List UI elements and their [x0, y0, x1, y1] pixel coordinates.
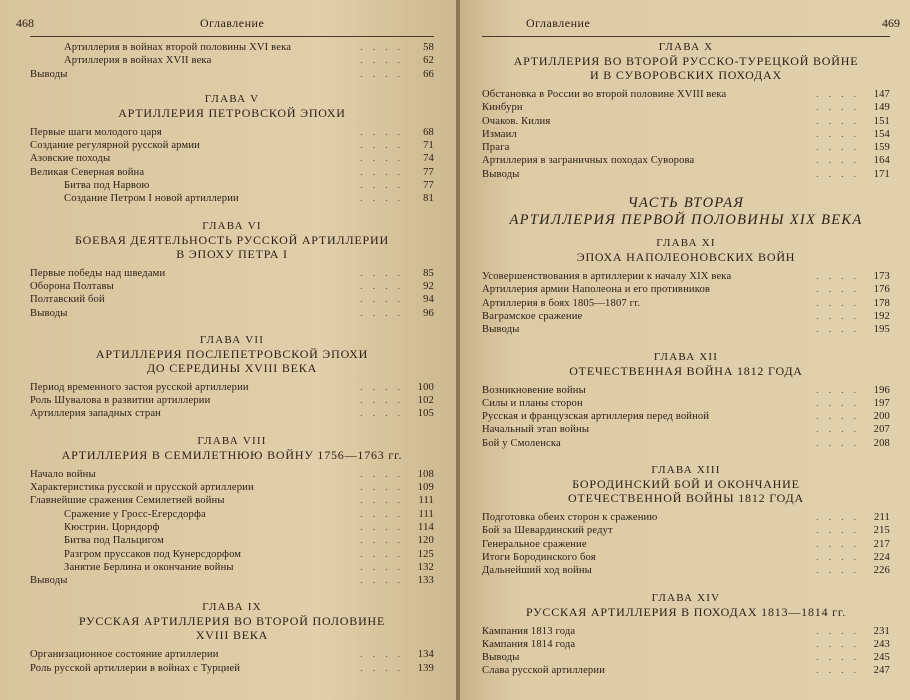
toc-entry-page: 195 [873, 324, 890, 336]
toc-entry-page: 134 [417, 649, 434, 661]
chapter-14-title: РУССКАЯ АРТИЛЛЕРИЯ В ПОХОДАХ 1813—1814 гг. [525, 604, 847, 619]
toc-leader-dots: . . . . [360, 166, 404, 177]
toc-entry-title: Занятие Берлина и окончание войны [64, 561, 234, 573]
toc-entry-page: 85 [423, 267, 434, 279]
toc-leader-dots: . . . . [360, 662, 404, 673]
toc-entry [30, 293, 434, 306]
toc-entry [482, 410, 890, 423]
toc-entry [482, 297, 890, 310]
chapter-5-entries [30, 126, 434, 206]
toc-leader-dots: . . . . [360, 561, 404, 572]
toc-leader-dots: . . . . [360, 42, 404, 52]
toc-entry-page: 58 [423, 42, 434, 53]
toc-leader-dots: . . . . [360, 575, 404, 586]
chapter-9-title-line1: РУССКАЯ АРТИЛЛЕРИЯ ВО ВТОРОЙ ПОЛОВИНЕ [78, 614, 386, 629]
toc-entry [30, 166, 434, 179]
toc-entry-title: Первые победы над шведами [30, 267, 166, 279]
toc-entry-page: 247 [873, 665, 890, 677]
toc-entry-title: Роль Шувалова в развитии артиллерии [30, 395, 211, 407]
toc-entry-page: 114 [418, 521, 434, 533]
toc-leader-dots: . . . . [816, 665, 860, 676]
toc-entry-title: Силы и планы сторон [482, 397, 583, 409]
toc-entry-title: Кампания 1813 года [482, 625, 576, 637]
toc-entry [482, 115, 890, 128]
toc-leader-dots: . . . . [360, 381, 404, 392]
right-running-title: Оглавление [526, 16, 591, 30]
toc-entry-page: 147 [873, 89, 890, 100]
chapter-5-title: АРТИЛЛЕРИЯ ПЕТРОВСКОЙ ЭПОХИ [118, 105, 346, 120]
toc-entry-title: Начальный этап войны [482, 424, 590, 436]
toc-entry-page: 71 [423, 140, 434, 152]
toc-entry-page: 208 [873, 437, 890, 449]
toc-entry-title: Выводы [482, 168, 520, 180]
chapter-14-label: ГЛАВА XIV [651, 591, 721, 604]
toc-leader-dots: . . . . [816, 115, 860, 126]
part-two-title: АРТИЛЛЕРИЯ ПЕРВОЙ ПОЛОВИНЫ XIX ВЕКА [509, 212, 863, 229]
toc-entry-page: 154 [873, 128, 890, 140]
toc-entry-page: 111 [418, 508, 434, 520]
chapter-13-label: ГЛАВА XIII [651, 464, 721, 477]
toc-leader-dots: . . . . [816, 89, 860, 99]
toc-leader-dots: . . . . [360, 267, 404, 278]
toc-entry [482, 270, 890, 283]
chapter-7-label: ГЛАВА VII [199, 333, 265, 346]
toc-entry-page: 77 [423, 166, 434, 178]
toc-entry-page: 151 [873, 115, 890, 127]
toc-entry-title: Выводы [482, 652, 520, 664]
toc-entry-title: Кинбурн [482, 102, 523, 114]
toc-entry [30, 662, 434, 675]
toc-entry-title: Возникновение войны [482, 384, 586, 396]
toc-entry [30, 126, 434, 139]
toc-entry [30, 192, 434, 205]
toc-entry-page: 108 [417, 468, 434, 480]
toc-entry-page: 207 [873, 424, 890, 436]
chapter-6-entries [30, 267, 434, 320]
toc-leader-dots: . . . . [816, 411, 860, 422]
chapter-6-label: ГЛАВА VI [202, 219, 262, 232]
toc-leader-dots: . . . . [816, 525, 860, 536]
toc-entry-page: 105 [417, 408, 434, 420]
toc-entry [482, 283, 890, 296]
toc-entry-title: Период временного застоя русской артиллерии [30, 381, 249, 393]
toc-entry [482, 524, 890, 537]
chapter-10-title-line1: АРТИЛЛЕРИЯ ВО ВТОРОЙ РУССКО-ТУРЕЦКОЙ ВОЙНЕ [513, 54, 859, 68]
toc-leader-dots: . . . . [360, 548, 404, 559]
left-running-title: Оглавление [200, 16, 265, 30]
toc-entry [30, 494, 434, 507]
toc-entry-title: Великая Северная война [30, 166, 145, 178]
toc-entry [482, 638, 890, 651]
toc-entry-page: 102 [417, 395, 434, 407]
chapter-6-title-line1: БОЕВАЯ ДЕЯТЕЛЬНОСТЬ РУССКОЙ АРТИЛЛЕРИИ [75, 232, 389, 247]
toc-entry [30, 179, 434, 192]
toc-leader-dots: . . . . [360, 153, 404, 164]
toc-leader-dots: . . . . [360, 508, 404, 519]
chapter-9-title-line2: XVIII ВЕКА [195, 628, 269, 643]
toc-entry [30, 574, 434, 587]
toc-leader-dots: . . . . [816, 310, 860, 321]
left-page-number: 468 [16, 16, 34, 30]
toc-entry-page: 226 [873, 565, 890, 577]
toc-leader-dots: . . . . [816, 271, 860, 282]
toc-entry-title: Артиллерия армии Наполеона и его противников [482, 284, 711, 296]
toc-leader-dots: . . . . [816, 142, 860, 153]
toc-entry-page: 173 [873, 271, 890, 283]
toc-entry [30, 139, 434, 152]
toc-leader-dots: . . . . [816, 168, 860, 179]
toc-entry-page: 133 [417, 575, 434, 587]
toc-entry-title: Усовершенствования в артиллерии к началу XIX века [482, 271, 732, 283]
toc-entry [482, 423, 890, 436]
toc-leader-dots: . . . . [360, 649, 404, 660]
toc-leader-dots: . . . . [360, 55, 404, 66]
toc-entry [30, 54, 434, 67]
toc-entry-page: 132 [417, 561, 434, 573]
toc-entry-title: Начало войны [30, 468, 96, 480]
toc-entry-title: Кюстрин. Цорндорф [64, 521, 160, 533]
toc-entry-title: Артиллерия западных стран [30, 408, 161, 420]
toc-leader-dots: . . . . [816, 638, 860, 649]
toc-entry-title: Обстановка в России во второй половине XVIII века [482, 89, 727, 100]
toc-leader-dots: . . . . [816, 538, 860, 549]
toc-entry-title: Главнейшие сражения Семилетней войны [30, 495, 225, 507]
toc-entry-page: 217 [873, 538, 890, 550]
toc-entry [482, 88, 890, 101]
toc-entry-page: 74 [423, 153, 434, 165]
toc-entry [482, 154, 890, 167]
chapter-11-title: ЭПОХА НАПОЛЕОНОВСКИХ ВОЙН [576, 250, 796, 265]
toc-entry-title: Характеристика русской и прусской артиллерии [30, 482, 254, 494]
chapter-9-label: ГЛАВА IX [202, 601, 262, 614]
toc-entry-page: 243 [873, 638, 890, 650]
toc-entry [30, 561, 434, 574]
toc-entry [30, 508, 434, 521]
toc-leader-dots: . . . . [360, 140, 404, 151]
toc-entry [30, 534, 434, 547]
chapter-8-entries [30, 468, 434, 588]
toc-entry-page: 200 [873, 411, 890, 423]
toc-entry [30, 394, 434, 407]
toc-entry-title: Битва под Пальцигом [64, 535, 164, 547]
toc-entry [482, 128, 890, 141]
chapter-13-title-line2: ОТЕЧЕСТВЕННОЙ ВОЙНЫ 1812 ГОДА [567, 491, 804, 506]
toc-entry [30, 41, 434, 54]
chapter-5-label: ГЛАВА V [204, 92, 260, 105]
toc-entry-title: Разгром пруссаков под Кунерсдорфом [64, 548, 242, 560]
chapter-7-title-line2: ДО СЕРЕДИНЫ XVIII ВЕКА [146, 360, 318, 375]
toc-leader-dots: . . . . [360, 68, 404, 79]
toc-entry-title: Кампания 1814 года [482, 638, 576, 650]
part-two-heading: ЧАСТЬ ВТОРАЯ [627, 195, 745, 212]
toc-entry-title: Азовские походы [30, 153, 111, 165]
toc-entry-title: Оборона Полтавы [30, 280, 114, 292]
toc-entry [482, 538, 890, 551]
toc-entry-title: Артиллерия в заграничных походах Суворова [482, 155, 695, 167]
toc-entry [482, 384, 890, 397]
toc-leader-dots: . . . . [816, 625, 860, 636]
toc-entry-title: Выводы [30, 307, 68, 319]
toc-leader-dots: . . . . [816, 155, 860, 166]
toc-entry-title: Русская и французская артиллерия перед войной [482, 411, 710, 423]
toc-entry-page: 77 [423, 180, 434, 192]
toc-entry [482, 625, 890, 638]
toc-leader-dots: . . . . [816, 424, 860, 435]
toc-entry-title: Подготовка обеих сторон к сражению [482, 512, 658, 524]
toc-leader-dots: . . . . [360, 280, 404, 291]
toc-entry-title: Ваграмское сражение [482, 310, 583, 322]
toc-entry-page: 192 [873, 310, 890, 322]
toc-entry [30, 280, 434, 293]
chapter-13-title-line1: БОРОДИНСКИЙ БОЙ И ОКОНЧАНИЕ [572, 477, 800, 492]
toc-leader-dots: . . . . [816, 565, 860, 576]
toc-entry [30, 648, 434, 661]
toc-entry-page: 159 [873, 142, 890, 154]
chapter-10-title-line2: И В СУВОРОВСКИХ ПОХОДАХ [590, 68, 782, 82]
toc-entry-title: Выводы [482, 324, 520, 336]
toc-entry-page: 149 [873, 102, 890, 114]
toc-entry-title: Первые шаги молодого царя [30, 126, 162, 138]
toc-entry-page: 178 [873, 297, 890, 309]
toc-entry-page: 68 [423, 126, 434, 138]
toc-entry [482, 168, 890, 181]
chapter-6-title-line2: В ЭПОХУ ПЕТРА I [176, 246, 288, 261]
toc-entry [30, 548, 434, 561]
toc-leader-dots: . . . . [816, 128, 860, 139]
toc-entry-page: 100 [417, 381, 434, 393]
toc-entry-title: Измаил [482, 128, 517, 140]
toc-leader-dots: . . . . [816, 284, 860, 295]
toc-entry [482, 310, 890, 323]
chapter-8-title: АРТИЛЛЕРИЯ В СЕМИЛЕТНЮЮ ВОЙНУ 1756—1763 гг. [61, 447, 403, 462]
toc-entry-title: Создание Петром I новой артиллерии [64, 193, 239, 205]
toc-entry [482, 664, 890, 677]
toc-leader-dots: . . . . [360, 521, 404, 532]
toc-entry-page: 62 [423, 55, 434, 67]
toc-leader-dots: . . . . [816, 652, 860, 663]
right-page [460, 0, 910, 700]
toc-leader-dots: . . . . [360, 294, 404, 305]
toc-entry-page: 92 [423, 280, 434, 292]
toc-entry-page: 125 [417, 548, 434, 560]
toc-entry [30, 267, 434, 280]
toc-entry [482, 141, 890, 154]
toc-entry [30, 407, 434, 420]
toc-entry [30, 521, 434, 534]
toc-entry [482, 397, 890, 410]
toc-leader-dots: . . . . [360, 535, 404, 546]
toc-entry-page: 197 [873, 397, 890, 409]
toc-leader-dots: . . . . [360, 495, 404, 506]
toc-entry-page: 81 [423, 193, 434, 205]
toc-entry-page: 139 [417, 662, 434, 674]
chapter-7-title-line1: АРТИЛЛЕРИЯ ПОСЛЕПЕТРОВСКОЙ ЭПОХИ [95, 346, 369, 361]
toc-entry-page: 66 [423, 68, 434, 80]
toc-entry [30, 152, 434, 165]
toc-entry [30, 381, 434, 394]
toc-leader-dots: . . . . [360, 468, 404, 479]
toc-entry-title: Сражение у Гросс-Егерсдорфа [64, 508, 206, 520]
toc-leader-dots: . . . . [816, 384, 860, 395]
toc-entry-page: 120 [417, 535, 434, 547]
chapter-11-entries [482, 270, 890, 336]
chapter-13-entries [482, 511, 890, 577]
toc-entry-page: 111 [418, 495, 434, 507]
toc-entry-page: 215 [873, 525, 890, 537]
toc-entry-page: 176 [873, 284, 890, 296]
chapter-10-entries [482, 88, 890, 181]
toc-leader-dots: . . . . [360, 193, 404, 204]
toc-entry-title: Организационное состояние артиллерии [30, 649, 219, 661]
toc-entry-title: Дальнейший ход войны [482, 565, 592, 577]
toc-entry-title: Выводы [30, 68, 68, 80]
toc-entry-title: Прага [482, 142, 510, 154]
toc-entry-title: Слава русской артиллерии [482, 665, 606, 677]
toc-entry-title: Роль русской артиллерии в войнах с Турцией [30, 662, 241, 674]
toc-entry [482, 564, 890, 577]
toc-entry-title: Бой у Смоленска [482, 437, 561, 449]
toc-entry-page: 245 [873, 652, 890, 664]
toc-entry-page: 96 [423, 307, 434, 319]
toc-entry [482, 511, 890, 524]
toc-leader-dots: . . . . [360, 307, 404, 318]
right-running-head [482, 14, 900, 37]
toc-leader-dots: . . . . [360, 126, 404, 137]
toc-entry-title: Битва под Нарвою [64, 180, 150, 192]
left-running-head [16, 14, 434, 37]
chapter-12-label: ГЛАВА XII [653, 350, 719, 363]
toc-entry-title: Бой за Шевардинский редут [482, 525, 613, 537]
chapter-14-entries [482, 625, 890, 678]
toc-entry-page: 94 [423, 294, 434, 306]
toc-entry-page: 231 [873, 625, 890, 637]
toc-entry-page: 224 [873, 551, 890, 563]
toc-entry [482, 323, 890, 336]
toc-leader-dots: . . . . [360, 482, 404, 493]
toc-entry [482, 437, 890, 450]
toc-entry-page: 109 [417, 482, 434, 494]
toc-entry-page: 164 [873, 155, 890, 167]
toc-leader-dots: . . . . [816, 437, 860, 448]
right-page-number: 469 [882, 16, 900, 30]
toc-entry [482, 651, 890, 664]
toc-entry [482, 551, 890, 564]
toc-entry-title: Артиллерия в войнах второй половины XVI века [64, 42, 292, 53]
toc-entry-title: Очаков. Килия [482, 115, 551, 127]
toc-leader-dots: . . . . [816, 551, 860, 562]
chapter-7-entries [30, 381, 434, 421]
toc-leader-dots: . . . . [360, 180, 404, 191]
toc-entry-title: Артиллерия в боях 1805—1807 гг. [482, 297, 641, 309]
toc-entry [30, 468, 434, 481]
toc-entry-title: Генеральное сражение [482, 538, 587, 550]
toc-entry-page: 171 [873, 168, 890, 180]
toc-entry-page: 211 [874, 512, 890, 524]
chapter-10-label: ГЛАВА X [658, 41, 714, 53]
toc-entry [482, 101, 890, 114]
toc-leader-dots: . . . . [360, 395, 404, 406]
toc-entry-title: Полтавский бой [30, 294, 105, 306]
chapter-8-label: ГЛАВА VIII [197, 434, 267, 447]
toc-leader-dots: . . . . [816, 397, 860, 408]
toc-entry-title: Артиллерия в войнах XVII века [64, 55, 212, 67]
chapter-12-entries [482, 384, 890, 450]
toc-leader-dots: . . . . [816, 102, 860, 113]
toc-leader-dots: . . . . [816, 297, 860, 308]
toc-entry-title: Итоги Бородинского боя [482, 551, 596, 563]
toc-entry-title: Выводы [30, 575, 68, 587]
toc-entry-title: Создание регулярной русской армии [30, 140, 200, 152]
chapter-11-label: ГЛАВА XI [656, 237, 716, 250]
chapter-12-title: ОТЕЧЕСТВЕННАЯ ВОЙНА 1812 ГОДА [569, 363, 803, 378]
toc-entry [30, 68, 434, 81]
toc-entry [30, 481, 434, 494]
toc-leader-dots: . . . . [816, 324, 860, 335]
lead-entries [30, 41, 434, 81]
chapter-9-entries [30, 648, 434, 675]
toc-leader-dots: . . . . [360, 408, 404, 419]
toc-leader-dots: . . . . [816, 512, 860, 523]
toc-entry-page: 196 [873, 384, 890, 396]
toc-entry [30, 307, 434, 320]
